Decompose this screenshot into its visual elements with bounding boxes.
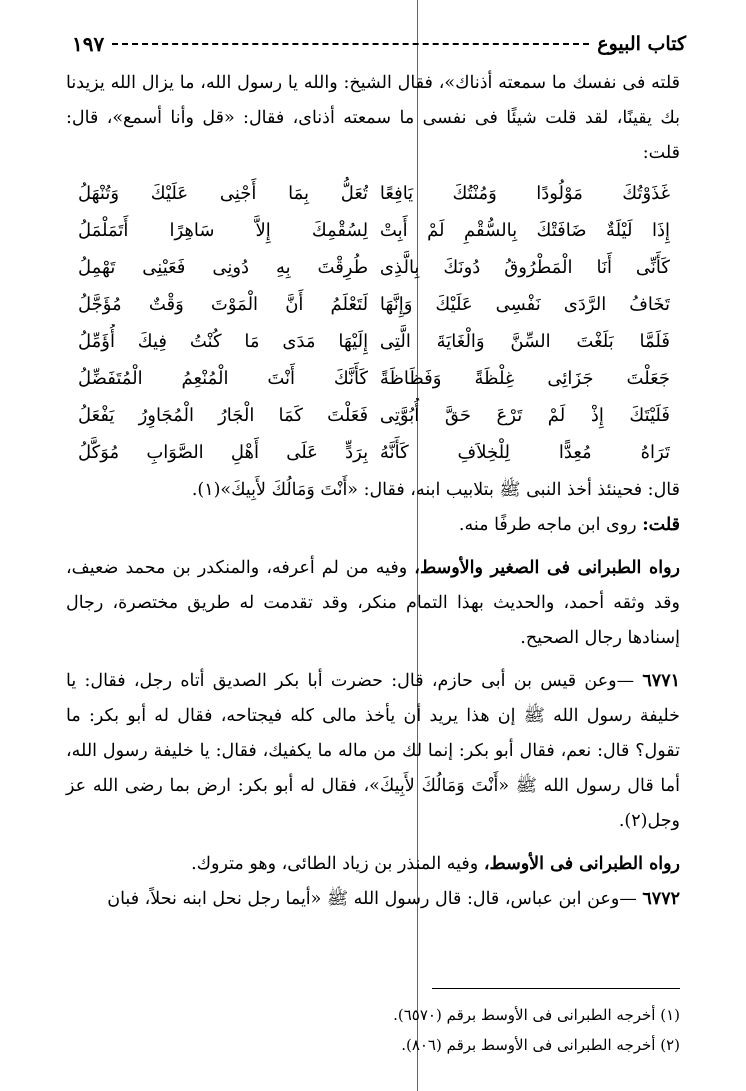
verse-first-hemistich: فَلَمَّا بَلَغْتَ السِّنَّ وَالْغَايَةَ الَّتِى (379, 331, 670, 352)
main-text (66, 66, 680, 917)
hadith-text: —وعن قيس بن أبى حازم، قال: حضرت أبا بكر الصديق أتاه رجل، فقال: يا خليفة رسول الله ﷺ إن هذا يريد أن يأخذ مالى كله فيجتاحه، فقال له أبو بكر: ما تقول؟ قال: نعم، فقال أبو بكر: إنما لك من ماله ما يكفيك، فقال: يا خليفة رسول الله، أما قال رسول الله ﷺ «أَنْتَ وَمَالُكَ لأَبِيكَ»، فقال له أبو بكر: ارض بما رضى الله عز وجل(٢). (66, 671, 680, 831)
hadith-number: ٦٧٧٢ (642, 889, 680, 909)
verse-second-hemistich: طُرِقْتَ بِهِ دُونِى فَعَيْنِى تَهْمِلُ (78, 257, 369, 278)
hadith-6772 (66, 882, 680, 917)
verse-first-hemistich: غَذَوْتُكَ مَوْلُودًا وَمُنْتُكَ يَافِعًا (379, 183, 670, 204)
verse-first-hemistich: كَأَنِّى أَنَا الْمَطْرُوقُ دُونَكَ بِالَّذِى (379, 257, 670, 278)
paragraph-6 (66, 847, 680, 882)
verse-line (78, 397, 670, 434)
verse-first-hemistich: تَخَافُ الرَّدَى نَفْسِى عَلَيْكَ وَإِنَّهَا (379, 294, 670, 315)
verse-first-hemistich: تَرَاهُ مُعِدًّا لِلْخِلاَفِ كَأَنَّهُ (379, 442, 670, 463)
verse-first-hemistich: جَعَلْتَ جَزَائِى غِلْظَةً وَفَظَاظَةً (379, 368, 670, 389)
footnote-2: (٢) أخرجه الطبرانى فى الأوسط برقم (٨٠٦). (401, 1036, 680, 1054)
verse-second-hemistich: لَتَعْلَمُ أَنَّ الْمَوْتَ وَقْتٌ مُؤَجَّلُ (78, 294, 369, 315)
verse-line (78, 434, 670, 471)
verse-line (78, 286, 670, 323)
hadith-number: ٦٧٧١ (642, 671, 680, 691)
hadith-text: —وعن ابن عباس، قال: قال رسول الله ﷺ «أيما رجل نحل ابنه نحلاً، فبان (107, 889, 643, 909)
verse-line (78, 212, 670, 249)
footnote-separator (432, 988, 680, 989)
paragraph-4 (66, 551, 680, 656)
verse-second-hemistich: كَأَنَّكَ أَنْتَ الْمُنْعِمُ الْمُتَفَضِّلُ (78, 368, 369, 389)
paragraph-1: قلته فى نفسك ما سمعته أذناك»، فقال الشيخ: والله يا رسول الله، ما يزال الله يزيدنا بك يقينًا، لقد قلت شيئًا فى نفسى ما سمعته أذناى، فقال: «قل وأنا أسمع»، قال: قلت: (66, 73, 680, 163)
paragraph-2: قال: فحينئذ أخذ النبى ﷺ بتلابيب ابنه، فقال: «أَنْتَ وَمَالُكَ لأَبِيكَ»(١). (191, 480, 680, 500)
verse-line (78, 323, 670, 360)
page-number: ١٩٧ (72, 32, 105, 56)
source-label: رواه الطبرانى فى الصغير والأوسط، (414, 558, 680, 578)
source-label: رواه الطبرانى فى الأوسط، (483, 854, 680, 874)
paragraph-3 (66, 508, 680, 543)
verse-second-hemistich: بِرَدٍّ عَلَى أَهْلِ الصَّوَابِ مُوَكَّلُ (78, 442, 369, 463)
verse-first-hemistich: فَلَيْتَكَ إِذْ لَمْ تَرْعَ حَقَّ أُبُوَّتِى (379, 405, 670, 426)
note-text: روى ابن ماجه طرفًا منه. (458, 515, 643, 535)
verse-line (78, 249, 670, 286)
header-dashed-rule (112, 43, 589, 45)
footnotes (66, 1000, 680, 1060)
note-label: قلت: (642, 515, 680, 535)
footnote-1: (١) أخرجه الطبرانى فى الأوسط برقم (٦٥٧٠). (393, 1006, 680, 1024)
verse-second-hemistich: فَعَلْتَ كَمَا الْجَارُ الْمُجَاوِرُ يَفْعَلُ (78, 405, 369, 426)
verse-line (78, 360, 670, 397)
hadith-6771 (66, 664, 680, 839)
verse-first-hemistich: إِذَا لَيْلَةٌ ضَافَتْكَ بِالسُّقْمِ لَمْ أَبِتْ (379, 220, 670, 241)
running-header (72, 30, 686, 58)
source-text: وفيه المنذر بن زياد الطائى، وهو متروك. (191, 854, 484, 874)
verse-second-hemistich: لِسُقْمِكَ إِلاَّ سَاهِرًا أَتَمَلْمَلُ (78, 220, 369, 241)
source-text: وفيه من لم أعرفه، والمنكدر بن محمد ضعيف، وقد وثقه أحمد، والحديث بهذا التمام منكر، وقد تقدمت له طريق مختصرة، رجال إسنادها رجال الصحيح. (66, 558, 680, 648)
poem (78, 175, 670, 471)
chapter-title: كتاب البيوع (597, 33, 686, 55)
verse-line (78, 175, 670, 212)
verse-second-hemistich: تُعَلُّ بِمَا أَجْنِى عَلَيْكَ وَتُنْهَلُ (78, 183, 369, 204)
verse-second-hemistich: إِلَيْهَا مَدَى مَا كُنْتُ فِيكَ أُؤَمِّلُ (78, 331, 369, 352)
